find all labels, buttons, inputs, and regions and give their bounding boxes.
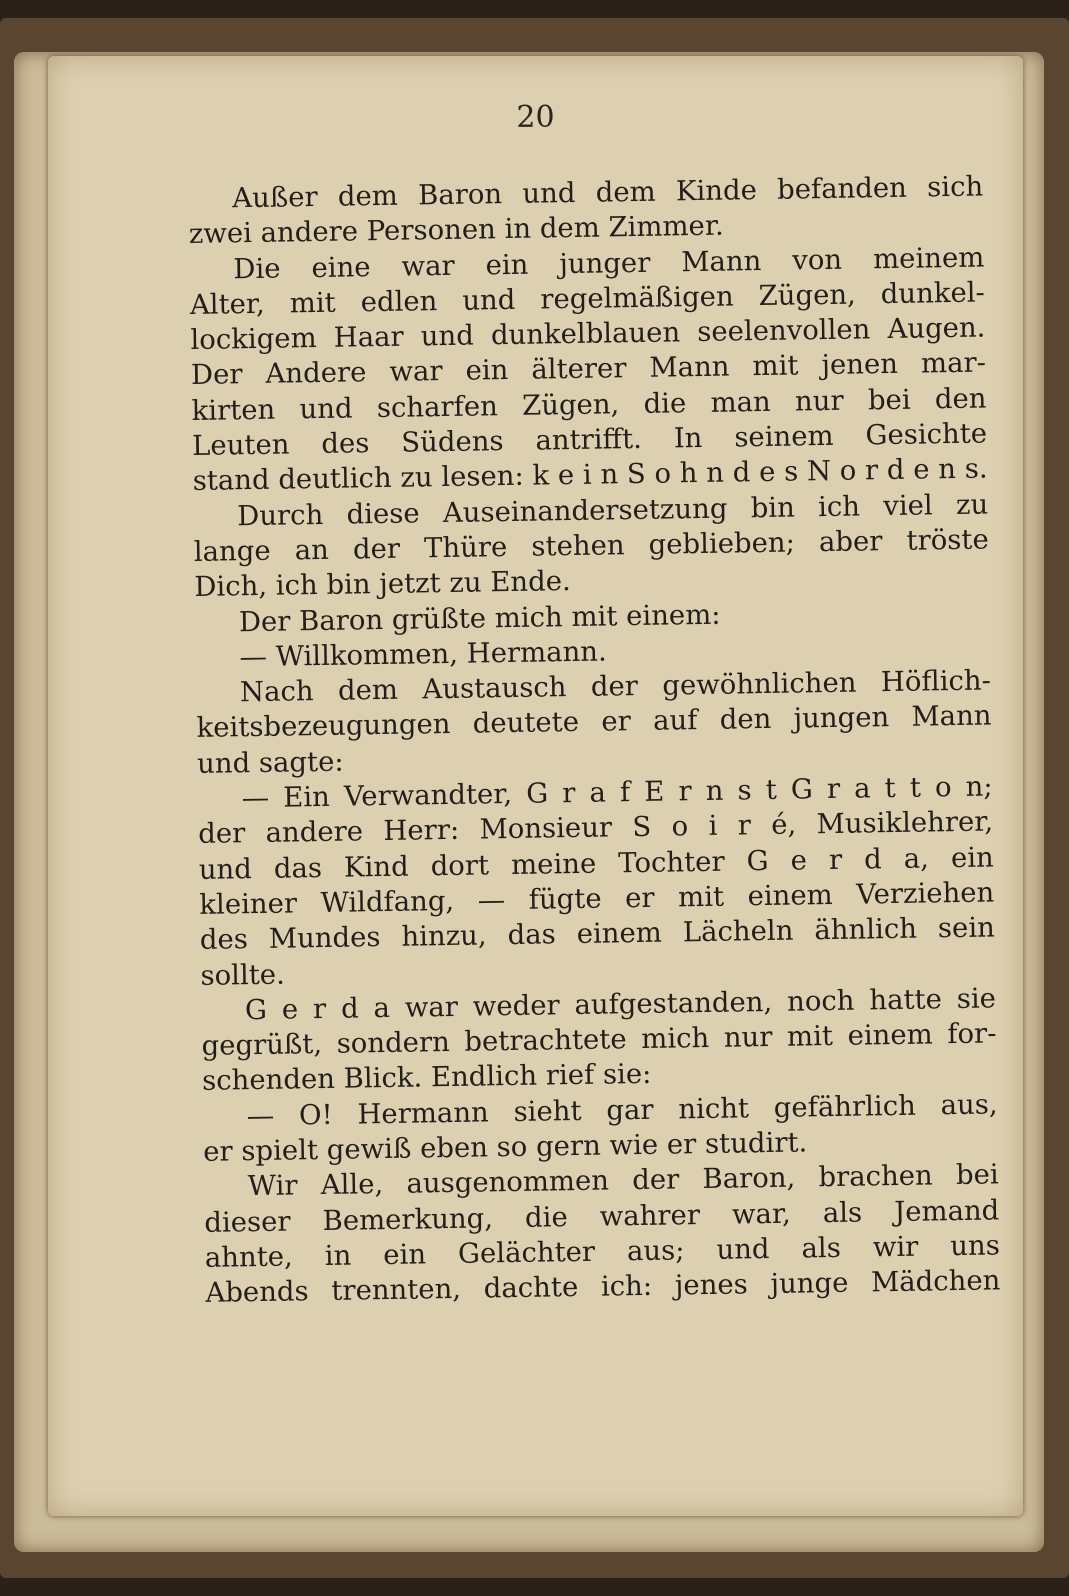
text-line: sollte.	[200, 958, 286, 992]
text-line: — O! Hermann sieht gar nicht gefährlich aus,	[246, 1088, 998, 1132]
text-line: Durch diese Auseinandersetzung bin ich viel zu	[237, 488, 989, 532]
text-line: — Willkommen, Hermann.	[239, 635, 607, 674]
text-line: der andere Herr: Monsieur S o i r é, Musiklehrer,	[197, 805, 994, 851]
text-line: stand deutlich zu lesen: k e i n S o h n d e s N o r d e n s.	[192, 452, 988, 498]
text-line: Außer dem Baron und dem Kinde befanden sich	[232, 170, 984, 215]
text-line: und das Kind dort meine Tochter G e r d a, ein	[198, 841, 994, 886]
text-line: dieser Bemerkung, die wahrer war, als Jemand	[204, 1193, 1000, 1239]
text-line: Alter, mit edlen und regelmäßigen Zügen, dunkel-	[189, 276, 986, 321]
text-line: Die eine war ein junger Mann von meinem	[233, 241, 985, 285]
text-line: Leuten des Südens antrifft. In seinem Gesichte	[191, 417, 988, 463]
text-line: er spielt gewiß eben so gern wie er studirt.	[202, 1126, 808, 1168]
text-line: kleiner Wildfang, — fügte er mit einem Verziehen	[199, 876, 995, 921]
text-line: Der Andere war ein älterer Mann mit jenen mar-	[190, 346, 987, 392]
text-line: gegrüßt, sondern betrachtete mich nur mit einem for-	[201, 1017, 997, 1063]
text-line: keitsbezeugungen deutete er auf den jungen Mann	[196, 699, 992, 745]
text-line: des Mundes hinzu, das einem Lächeln ähnlich sein	[199, 911, 996, 957]
text-line: und sagte:	[196, 745, 344, 780]
text-line: Der Baron grüßte mich mit einem:	[238, 598, 721, 638]
text-line: schenden Blick. Endlich rief sie:	[201, 1058, 652, 1098]
text-line: lange an der Thüre stehen geblieben; aber tröste	[193, 523, 989, 568]
text-line: G e r d a war weder aufgestanden, noch hatte sie	[244, 982, 997, 1027]
body-text	[188, 170, 1001, 1312]
text-line: — Ein Verwandter, G r a f E r n s t G r a t t o n;	[241, 770, 993, 815]
book-page	[48, 56, 1023, 1516]
text-line: Abends trennten, dachte ich: jenes junge Mädchen	[205, 1264, 1001, 1310]
text-line: lockigem Haar und dunkelblauen seelenvollen Augen.	[190, 311, 986, 357]
text-line: Dich, ich bin jetzt zu Ende.	[194, 565, 571, 604]
page-number: 20	[516, 100, 555, 135]
text-line: Nach dem Austausch der gewöhnlichen Höflich-	[239, 664, 992, 709]
text-line: ahnte, in ein Gelächter aus; und als wir uns	[204, 1229, 1001, 1274]
text-line: Wir Alle, ausgenommen der Baron, brachen bei	[247, 1158, 999, 1203]
text-line: zwei andere Personen in dem Zimmer.	[188, 209, 724, 251]
text-line: kirten und scharfen Zügen, die man nur bei den	[191, 382, 987, 427]
